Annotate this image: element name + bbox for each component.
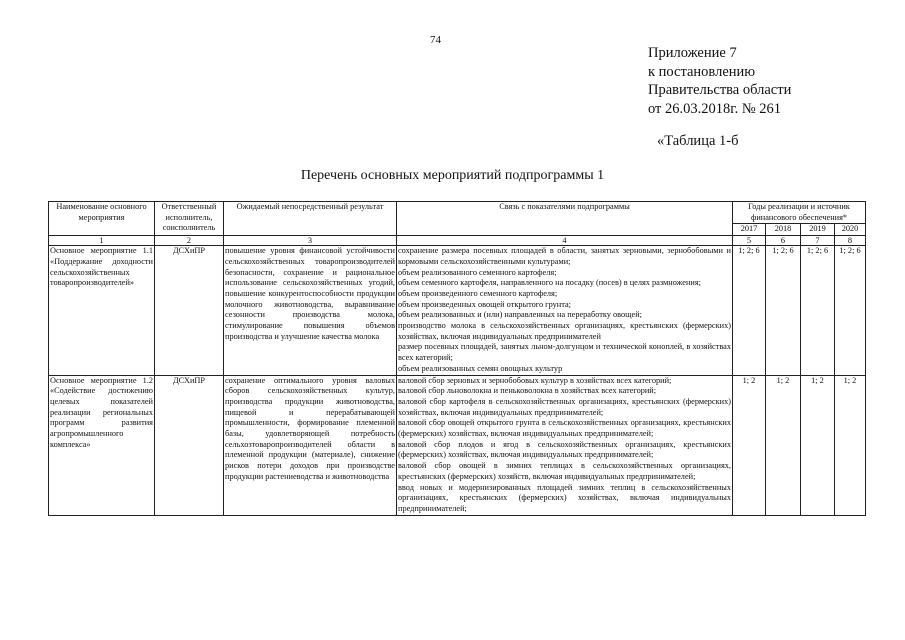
indicator-item: валовой сбор овощей открытого грунта в сельскохозяйственных организациях, крестьянских (фермерских) хозяйствах, включая индивидуальных предпринимателей; [398,418,731,439]
year-2017-sources: 1; 2 [733,375,766,515]
header-year-2018: 2018 [766,224,801,236]
column-number: 6 [766,236,801,246]
header-year-2020: 2020 [835,224,866,236]
responsible-executor: ДСХиПР [155,375,224,515]
header-link: Связь с показателями подпрограммы [397,202,733,236]
header-responsible: Ответственный исполнитель, соисполнитель [155,202,224,236]
indicator-item: объем реализованных и (или) направленных на переработку овощей; [398,310,642,320]
column-number: 5 [733,236,766,246]
indicator-list [397,375,733,515]
column-number: 3 [224,236,397,246]
responsible-executor: ДСХиПР [155,246,224,375]
indicator-item: валовой сбор плодов и ягод в сельскохозяйственных организациях, крестьянских (фермерских) хозяйствах, включая индивидуальных предпринимателей; [398,439,731,460]
year-2020-sources: 1; 2; 6 [835,246,866,375]
indicator-item: ввод новых и модернизированных площадей зимних теплиц в сельскохозяйственных организациях, крестьянских (фермерских) хозяйствах, включая индивидуальных предпринимателей; [398,482,731,513]
indicator-item: размер посевных площадей, занятых льном-долгунцом и технической коноплей, в хозяйствах всех категорий; [398,342,731,363]
appendix-line: от 26.03.2018г. № 261 [648,100,782,117]
header-years: Годы реализации и источник финансового обеспечения* [733,202,866,224]
indicator-item: валовой сбор овощей в зимних теплицах в сельскохозяйственных организациях, крестьянских (фермерских) хозяйств, включая индивидуальных предпринимателей; [398,461,731,481]
table-row [49,375,866,515]
column-number: 8 [835,236,866,246]
appendix-line: к постановлению [648,63,756,80]
column-number-row [49,236,866,246]
header-row [49,202,866,224]
indicator-item: сохранение размера посевных площадей в области, занятых зерновыми, зернобобовыми и кормовыми сельскохозяйственными культурами; [398,246,731,266]
appendix-block [648,44,791,118]
indicator-item: валовой сбор зерновых и зернобобовых культур в хозяйствах всех категорий; [398,375,672,385]
indicator-item: объем произведенных овощей открытого грунта; [398,299,571,309]
measures-table [48,201,866,516]
expected-result: повышение уровня финансовой устойчивости сельскохозяйственных товаропроизводителей безопасности, сохранение и рациональное использование сельскохозяйственных угодий, повышение конкурентоспособности продукции молочного животноводства, выравнивание сезонности производства молока, стимулирование повышения объемов производства и улучшение качества молока [224,246,397,375]
column-number: 4 [397,236,733,246]
header-year-2019: 2019 [801,224,835,236]
expected-result: сохранение оптимального уровня валовых сборов сельскохозяйственных культур, производства продукции животноводства, пищевой и перерабатывающей промышленности, формирование племенной базы, удовлетворяющей потребность сельхозтоваропроизводителей области в племенной продукции (материале), снижение рисков потери доходов при производстве продукции растениеводства и животноводства [224,375,397,515]
indicator-item: производство молока в сельскохозяйственных организациях, крестьянских (фермерских) хозяйствах, включая индивидуальных предпринимателей [398,321,731,341]
year-2017-sources: 1; 2; 6 [733,246,766,375]
page-number: 74 [430,34,441,46]
header-year-2017: 2017 [733,224,766,236]
table-row [49,246,866,375]
indicator-item: валовой сбор картофеля в сельскохозяйственных организациях, крестьянских (фермерских) хозяйствах, включая индивидуальных предпринимателей; [398,396,731,417]
measure-name: Основное мероприятие 1.1 «Поддержание доходности сельскохозяйственных товаропроизводителей» [49,246,155,375]
indicator-item: валовой сбор льноволокна и пеньковолокна в хозяйствах всех категорий; [398,386,657,396]
document-title: Перечень основных мероприятий подпрограммы 1 [300,168,605,183]
measure-name: Основное мероприятие 1.2 «Содействие достижению целевых показателей реализации региональных программ развития агропромышленного комплекса» [49,375,155,515]
indicator-item: объем реализованного семенного картофеля; [398,267,557,277]
table-reference: «Таблица 1-б [657,133,739,149]
indicator-item: объем семенного картофеля, направленного на посадку (посев) в целях размножения; [398,278,701,288]
year-2019-sources: 1; 2; 6 [801,246,835,375]
year-2020-sources: 1; 2 [835,375,866,515]
indicator-list [397,246,733,375]
year-2019-sources: 1; 2 [801,375,835,515]
appendix-line: Правительства области [648,82,792,98]
column-number: 7 [801,236,835,246]
column-number: 2 [155,236,224,246]
indicator-item: объем реализованных семян овощных культур [398,363,563,373]
column-number: 1 [49,236,155,246]
header-result: Ожидаемый непосредственный результат [224,202,397,236]
year-2018-sources: 1; 2 [766,375,801,515]
indicator-item: объем произведенного семенного картофеля; [398,288,558,298]
appendix-line: Приложение 7 [648,45,737,61]
year-2018-sources: 1; 2; 6 [766,246,801,375]
header-name: Наименование основного мероприятия [49,202,155,236]
